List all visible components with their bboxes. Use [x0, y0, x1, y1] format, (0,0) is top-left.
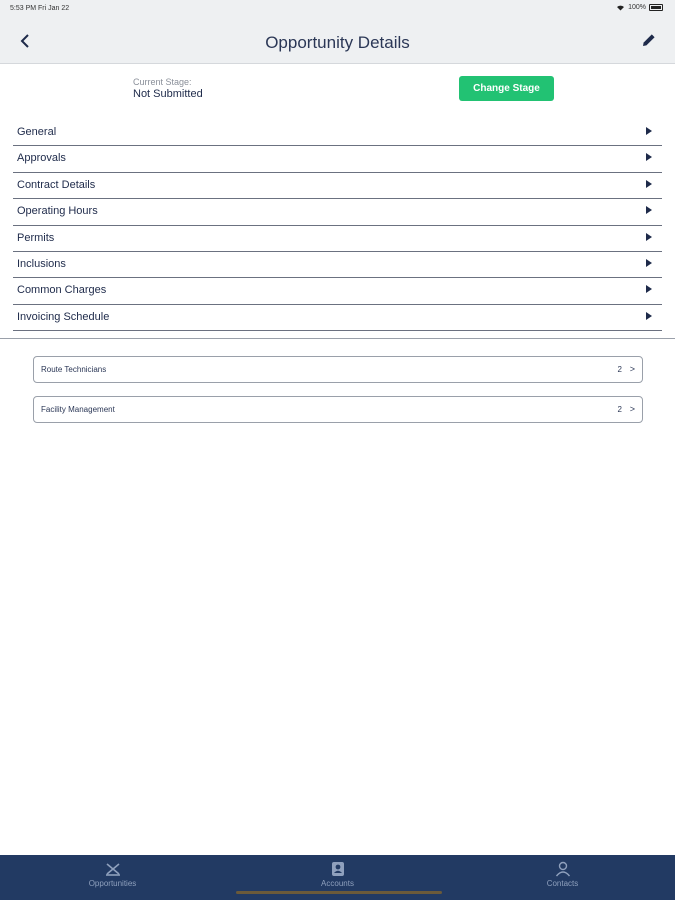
section-label: Approvals	[17, 152, 66, 165]
nav-bar	[0, 18, 675, 64]
change-stage-button[interactable]: Change Stage	[459, 76, 554, 101]
section-list	[13, 120, 662, 331]
disclosure-arrow-icon	[646, 259, 652, 267]
tab-label: Contacts	[546, 879, 579, 888]
page-title: Opportunity Details	[265, 33, 410, 52]
section-approvals[interactable]	[13, 146, 662, 172]
related-count: 2	[617, 365, 622, 374]
chevron-right-icon: >	[629, 364, 635, 374]
disclosure-arrow-icon	[646, 127, 652, 135]
section-label: Common Charges	[17, 284, 107, 297]
section-operating-hours[interactable]	[13, 199, 662, 225]
section-common-charges[interactable]	[13, 278, 662, 304]
disclosure-arrow-icon	[646, 180, 652, 188]
accounts-icon	[329, 861, 347, 877]
status-bar	[0, 0, 675, 18]
related-label: Route Technicians	[41, 365, 107, 374]
section-contract-details[interactable]	[13, 173, 662, 199]
opportunities-icon	[104, 861, 122, 877]
current-stage-label: Current Stage:	[133, 77, 192, 87]
section-permits[interactable]	[13, 226, 662, 252]
section-label: Permits	[17, 231, 55, 244]
section-general[interactable]	[13, 120, 662, 146]
tab-contacts[interactable]	[450, 855, 675, 900]
tab-label: Accounts	[321, 879, 354, 888]
disclosure-arrow-icon	[646, 233, 652, 241]
related-count: 2	[617, 405, 622, 414]
tab-opportunities[interactable]	[0, 855, 225, 900]
home-indicator	[236, 891, 442, 894]
section-invoicing-schedule[interactable]	[13, 305, 662, 331]
section-label: Contract Details	[17, 178, 96, 191]
status-right	[616, 4, 663, 11]
status-time: 5:53 PM Fri Jan 22	[10, 5, 70, 12]
wifi-icon	[616, 4, 625, 11]
section-label: Operating Hours	[17, 205, 98, 218]
related-label: Facility Management	[41, 405, 115, 414]
contacts-icon	[554, 861, 572, 877]
pencil-icon	[641, 32, 657, 48]
section-label: Invoicing Schedule	[17, 310, 110, 323]
related-facility-management[interactable]	[33, 396, 643, 423]
disclosure-arrow-icon	[646, 312, 652, 320]
disclosure-arrow-icon	[646, 206, 652, 214]
disclosure-arrow-icon	[646, 285, 652, 293]
related-route-technicians[interactable]	[33, 356, 643, 383]
chevron-right-icon: >	[629, 404, 635, 414]
section-label: General	[17, 126, 57, 138]
section-label: Inclusions	[17, 257, 66, 270]
battery-icon	[649, 4, 663, 11]
battery-percent: 100%	[628, 4, 646, 11]
disclosure-arrow-icon	[646, 153, 652, 161]
current-stage-value: Not Submitted	[133, 88, 203, 100]
section-inclusions[interactable]	[13, 252, 662, 278]
divider	[0, 338, 675, 339]
edit-button[interactable]	[641, 32, 659, 50]
tab-label: Opportunities	[88, 879, 137, 888]
